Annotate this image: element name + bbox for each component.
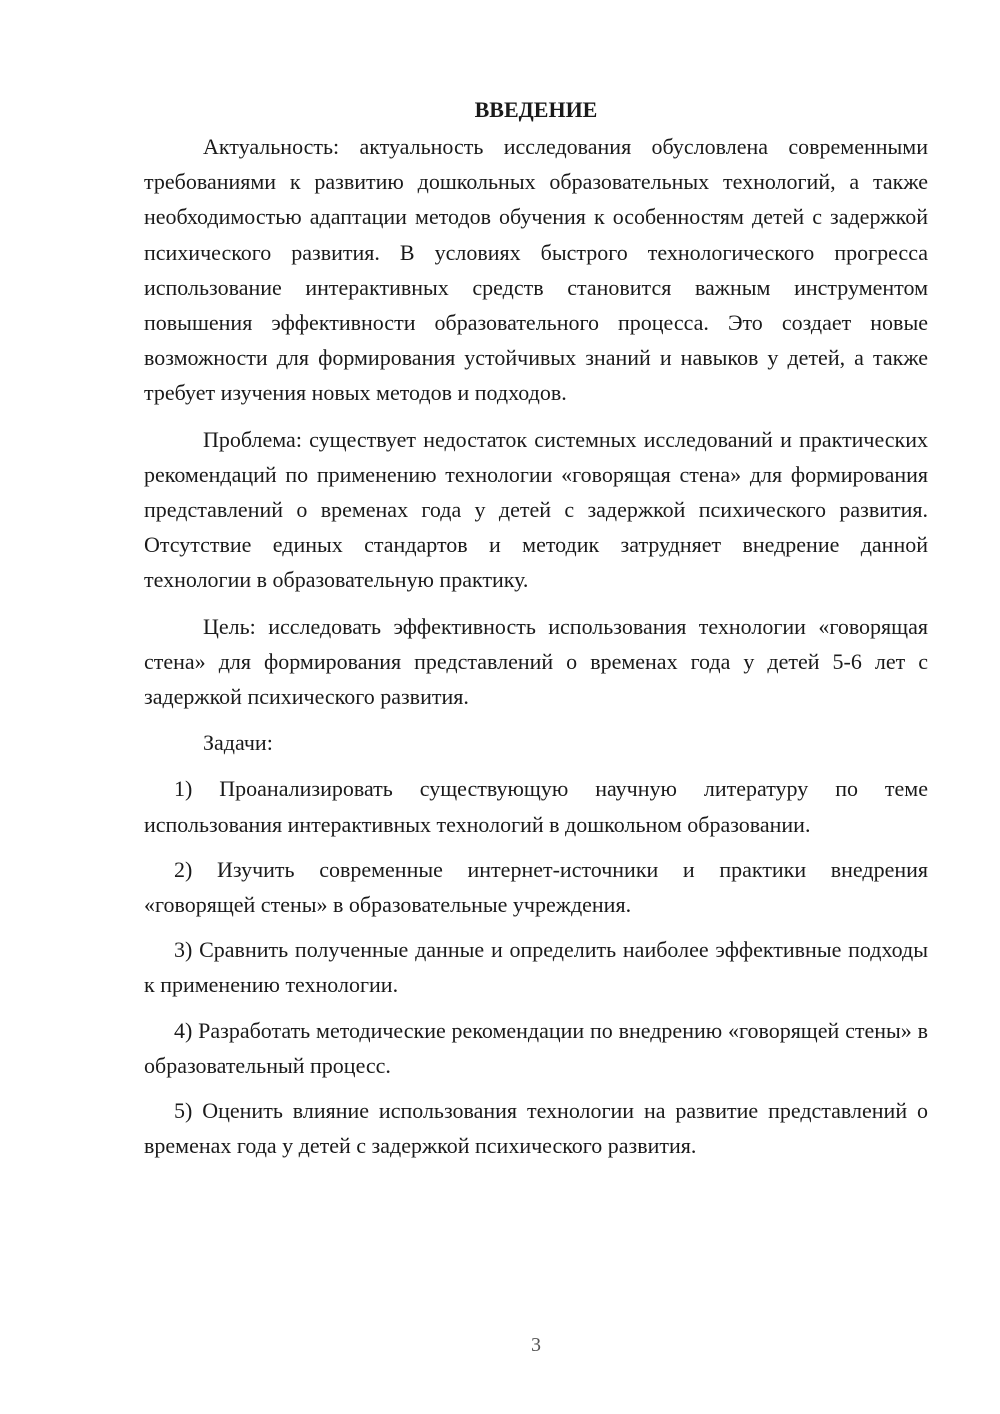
paragraph-problem: Проблема: существует недостаток системных исследований и практических рекомендаций по применению технологии «говорящая стена» для формирования представлений о временах года у детей с задержкой психического развития. Отсутствие единых стандартов и методик затрудняет внедрение данной технологии в образовательную практику.	[144, 426, 928, 593]
task-item: 1) Проанализировать существующую научную литературу по теме использования интерактивных технологий в дошкольном образовании.	[144, 776, 928, 837]
task-item: 5) Оценить влияние использования технологии на развитие представлений о временах года у детей с задержкой психического развития.	[144, 1098, 928, 1159]
section-title: ВВЕДЕНИЕ	[474, 97, 598, 122]
paragraph-relevance: Актуальность: актуальность исследования обусловлена современными требованиями к развитию дошкольных образовательных технологий, а также необходимостью адаптации методов обучения к особенностям детей с задержкой психического развития. В условиях быстрого технологического прогресса использование интерактивных средств становится важным инструментом повышения эффективности образовательного процесса. Это создает новые возможности для формирования устойчивых знаний и навыков у детей, а также требует изучения новых методов и подходов.	[144, 134, 928, 406]
task-item: 2) Изучить современные интернет-источники и практики внедрения «говорящей стены» в образовательные учреждения.	[144, 856, 928, 918]
task-item: 3) Сравнить полученные данные и определить наиболее эффективные подходы к применению технологии.	[144, 937, 928, 998]
page-number: 3	[531, 1334, 541, 1356]
paragraph-goal: Цель: исследовать эффективность использования технологии «говорящая стена» для формирования представлений о временах года у детей 5-6 лет с задержкой психического развития.	[144, 613, 928, 710]
paragraph-tasks-heading: Задачи:	[203, 730, 273, 756]
document-page	[144, 92, 928, 1173]
task-item: 4) Разработать методические рекомендации по внедрению «говорящей стены» в образовательный процесс.	[144, 1017, 928, 1078]
